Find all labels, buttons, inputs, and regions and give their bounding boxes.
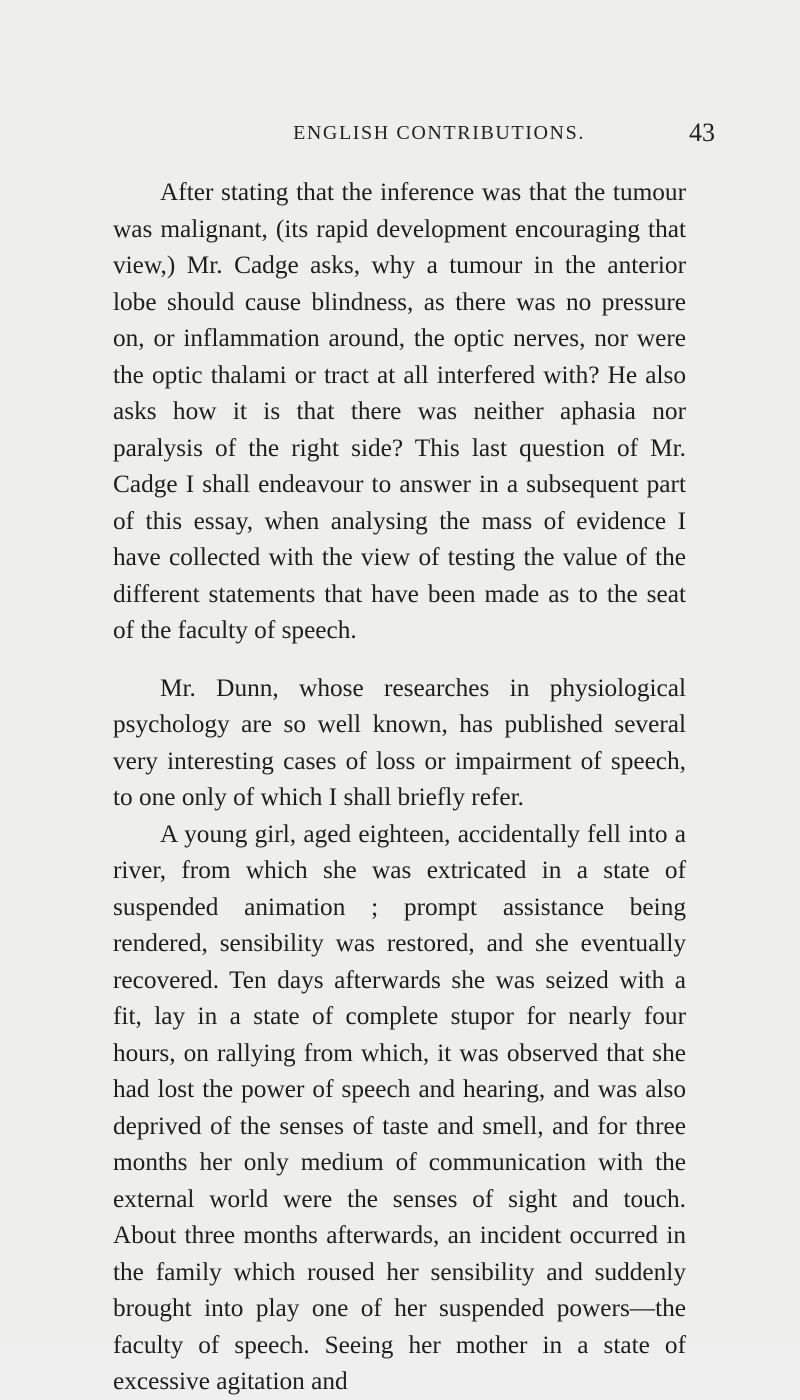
body-text: [113, 174, 686, 1400]
paragraph: After stating that the inference was that the tumour was malignant, (its rapid development encouraging that view,) Mr. Cadge asks, why a tumour in the anterior lobe should cause blindness, as there was no pressure on, or inflammation around, the optic nerves, nor were the optic thalami or tract at all interfered with? He also asks how it is that there was neither aphasia nor paralysis of the right side? This last question of Mr. Cadge I shall endeavour to answer in a subsequent part of this essay, when analysing the mass of evidence I have collected with the view of testing the value of the different statements that have been made as to the seat of the faculty of speech.: [113, 178, 686, 644]
paragraph: Mr. Dunn, whose researches in physiological psychology are so well known, has published several very interesting cases of loss or impairment of speech, to one only of which I shall briefly refer.: [113, 673, 686, 811]
page-number: 43: [689, 118, 715, 147]
paragraph: A young girl, aged eighteen, accidentally fell into a river, from which she was extricated in a state of suspended animation ; prompt assistance being rendered, sensibility was restored, and she eventually recovered. Ten days afterwards she was seized with a fit, lay in a state of complete stupor for nearly four hours, on rallying from which, it was observed that she had lost the power of speech and hearing, and was also deprived of the senses of taste and smell, and for three months her only medium of communication with the external world were the senses of sight and touch. About three months afterwards, an incident occurred in the family which roused her sensibility and suddenly brought into play one of her suspended powers—the faculty of speech. Seeing her mother in a state of excessive agitation and: [113, 819, 686, 1395]
running-head: [123, 118, 715, 152]
running-title: ENGLISH CONTRIBUTIONS.: [293, 122, 585, 144]
